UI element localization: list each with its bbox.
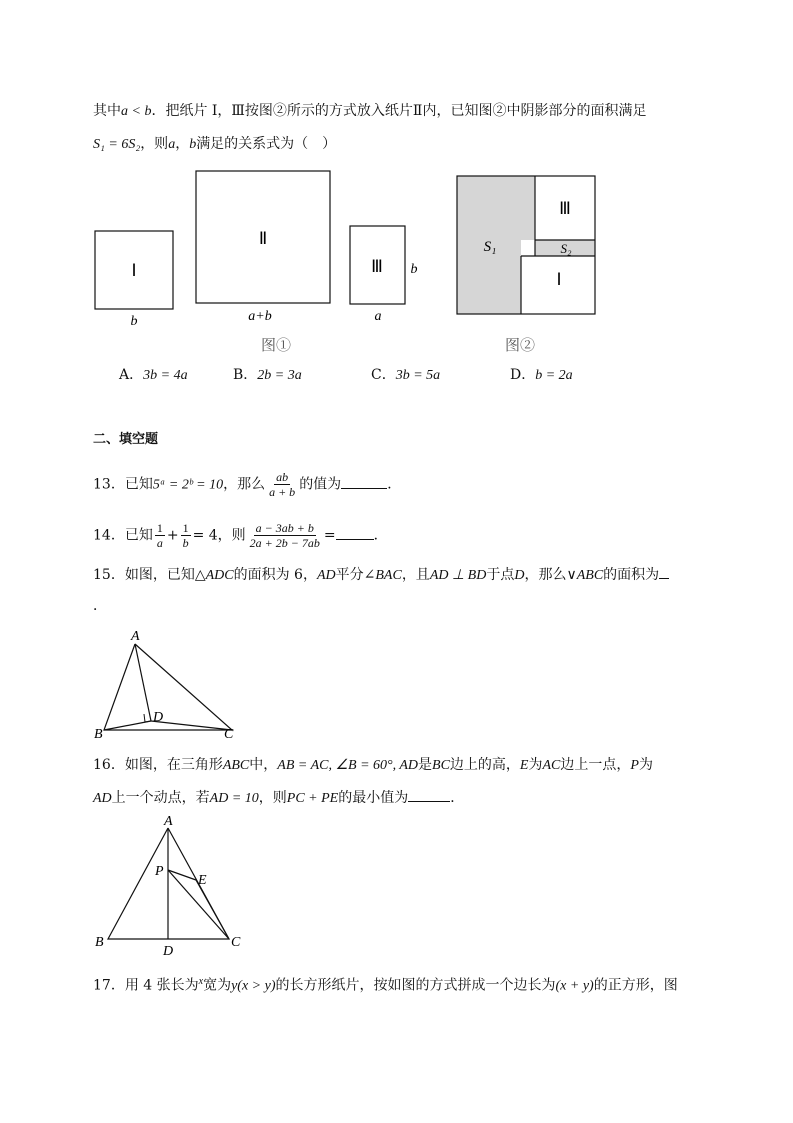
q12-figures <box>0 0 793 400</box>
label-I: Ⅰ <box>131 261 137 280</box>
caption-fig1: 图① <box>260 338 292 354</box>
figure-2 <box>457 176 595 354</box>
point-D: D <box>153 710 164 725</box>
q12-text: 其中 <box>93 103 121 119</box>
point-B: B <box>94 727 103 742</box>
point-B: B <box>95 935 104 950</box>
point-C: C <box>231 935 241 950</box>
label-a-plus-b: a+b <box>248 309 272 324</box>
q16-figure <box>0 812 793 962</box>
answer-blank[interactable] <box>408 800 450 802</box>
label-b: b <box>130 314 138 329</box>
label-a: a <box>374 309 382 324</box>
point-D: D <box>163 944 174 959</box>
caption-fig2: 图② <box>504 338 536 354</box>
q12-text: ．把纸片 Ⅰ，Ⅲ按图②所示的方式放入纸片Ⅱ内，已知图②中阴影部分的面积满足 <box>151 103 647 119</box>
q16-line-2: AD上一个动点，若AD = 10，则PC + PE的最小值为 ． <box>93 790 465 806</box>
q14-frac-2: $\frac{1}{b}$ <box>182 521 189 550</box>
var-b: b <box>189 137 197 152</box>
option-D[interactable]: D．b = 2a <box>510 367 573 383</box>
var-a: a <box>168 137 176 152</box>
q12-area-condition: S₁ = 6S₂ <box>93 137 141 152</box>
answer-blank[interactable] <box>336 538 374 540</box>
point-A: A <box>131 629 140 644</box>
q14-fraction: $\frac{a - 3ab + b}{2a + 2b - 7ab}$ <box>249 521 320 550</box>
label-III: Ⅲ <box>559 199 571 218</box>
q13-condition: 5ᵃ = 2ᵇ = 10 <box>152 477 224 493</box>
q12-condition: a < b <box>121 104 152 119</box>
option-A[interactable]: A．3b = 4a <box>119 367 188 383</box>
q17: 17．用 4 张长为$^x$宽为y(x > y)的长方形纸片，按如图的方式拼成一个边长为(x + y)的正方形，图 <box>93 976 678 994</box>
section-heading: 二、填空题 <box>93 432 159 447</box>
answer-blank[interactable] <box>659 577 669 579</box>
label-III: Ⅲ <box>371 257 383 276</box>
q15: 15．如图，已知△ADC的面积为 6，AD平分∠BAC，且AD ⊥ BD于点D，那么∨ABC的面积为 <box>93 565 669 586</box>
q12-text: ，则 <box>140 136 169 152</box>
q16-line-1: 16．如图，在三角形ABC中，AB = AC, ∠B = 60°, AD是BC边上的高，E为AC边上一点，P为 <box>93 757 653 773</box>
comma: ， <box>175 136 190 152</box>
label-I: Ⅰ <box>556 270 562 289</box>
q14: 14．已知 $\frac{1}{a}$ + $\frac{1}{b}$ = 4，则 $\frac{a - 3ab + b}{2a + 2b - 7ab}$ = ． <box>93 521 388 550</box>
point-A: A <box>164 814 173 829</box>
q12-question: 满足的关系式为（ ） <box>196 136 337 152</box>
figure-1 <box>95 171 418 354</box>
label-b: b <box>410 262 418 277</box>
q14-frac-1: $\frac{1}{a}$ <box>156 521 163 550</box>
q13-fraction: $\frac{ab}{a + b}$ <box>269 470 296 499</box>
point-E: E <box>198 873 207 888</box>
q15-end: ． <box>93 598 107 614</box>
point-C: C <box>224 727 234 742</box>
label-S1: S₁ <box>483 239 497 255</box>
q15-figure <box>0 620 793 745</box>
answer-blank[interactable] <box>341 487 387 489</box>
label-S2: S₂ <box>560 241 572 256</box>
point-P: P <box>155 864 164 879</box>
option-B[interactable]: B．2b = 3a <box>233 367 302 383</box>
q13: 13．已知5ᵃ = 2ᵇ = 10，那么 $\frac{ab}{a + b}$ 的值为 ． <box>93 470 402 499</box>
label-II: Ⅱ <box>258 229 268 248</box>
option-C[interactable]: C．3b = 5a <box>371 367 441 383</box>
